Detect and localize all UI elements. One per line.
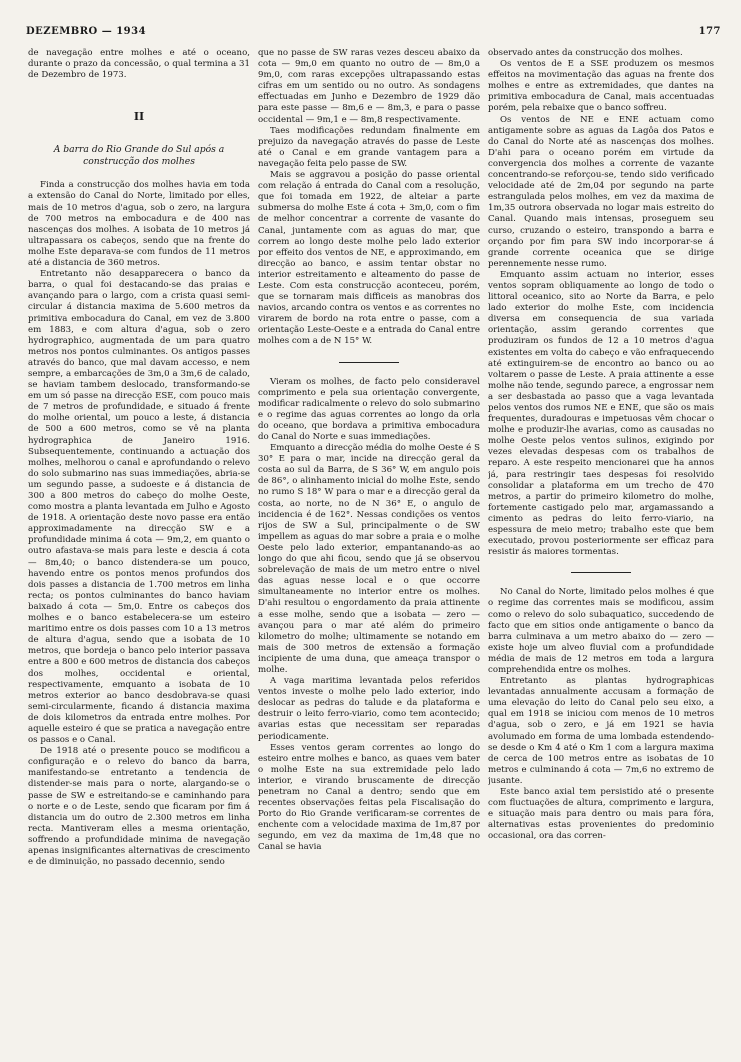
text-column-3 — [488, 48, 714, 1050]
paragraph: observado antes da construcção dos molhes. — [488, 48, 683, 58]
text-column-1 — [28, 48, 250, 1050]
paragraph: Entretanto não desapparecera o banco da barra, o qual foi destacando-se das praias e avançando para o largo, com a crista quasi semi-circular á distancia maxima de 5.600 metros da primitiva embocadura do Canal, em vez de 3.800 em 1883, e com altura d'agua, sob o zero hydrographico, augmentada de um para quatro metros nos pontos culminantes. Os antigos passes através do banco, que mal davam accesso, e nem sempre, a embarcações de 3m,0 a 3m,6 de calado, se haviam tambem deslocado, transformando-se em um só passe na direcção ESE, com pouco mais de 7 metros de profundidade, e situado á frente do molhe oriental, um pouco a leste, á distancia de 500 a 600 metros, como se vê na planta hydrographica de Janeiro 1916. Subsequentemente, continuando a actuação dos molhes, melhorou o canal e aprofundando o relevo do solo submarino nas suas immediações, abria-se um segundo passe, a sudoeste e á distancia de 300 a 800 metros do cabeço do molhe Oeste, como mostra a planta levantada em Julho e Agosto de 1918. A orientação deste novo passe era então approximadamente na direcção SW e a profundidade minima á cota — 9m,2, em quanto o outro afastava-se mais para leste e descia á cota — 8m,40; o banco distendera-se um pouco, havendo entre os pontos menos profundos dos dois passes a distancia de 1.700 metros em linha recta; os pontos culminantes do banco haviam baixado á cota — 5m,0. Entre os cabeços dos molhes e o banco estabelecera-se um esteiro maritimo entre os dois passes com 10 a 13 metros de altura d'agua, sendo que a isobata de 10 metros, que bordeja o banco pelo interior passava entre a 800 e 600 metros de distancia dos cabeços dos molhes, occidental e oriental, respectivamente, emquanto a isobata de 10 metros exterior ao banco desdobrava-se quasi semi-circularmente, ficando á distancia maxima de dois kilometros da entrada entre molhes. Por aquelle esteiro é que se pratica a navegação entre os passos e o Canal. — [28, 269, 250, 746]
paragraph: Entretanto as plantas hydrographicas levantadas annualmente accusam a formação de uma elevação do leito do Canal pelo seu eixo, a qual em 1918 se iniciou com menos de 10 metros d'agua, sob o zero, e já em 1921 se havia avolumado em forma de uma lombada estendendo-se desde o Km 4 até o Km 1 com a largura maxima de cerca de 100 metros entre as isobatas de 10 metros e culminando á cota — 7m,6 no extremo de jusante. — [488, 676, 714, 786]
paragraph: Emquanto assim actuam no interior, esses ventos sopram obliquamente ao longo de todo o littoral oceanico, sito ao Norte da Barra, e pelo lado exterior do molhe Este, com incidencia diversa em consequencia de sua variada orientação, assim gerando correntes que produziram os fundos de 12 a 10 metros d'agua existentes em volta do cabeço e vão enfraquecendo até extinguirem-se de encontro ao banco ou ao voltarem o passe de Leste. A praia attinente a esse molhe não tende, segundo parece, a engrossar nem a ser desbastada ao passo que a vaga levantada pelos ventos dos rumos NE e ENE, que são os mais frequentes, duradouras e impetuosas vêm chocar o molhe e produzir-lhe avarias, como as causadas no molhe Oeste pelos ventos sulinos, exigindo por vezes elevadas despesas com os trabalhos de reparo. A este respeito mencionarei que ha annos já, para restringir taes despesas foi resolvido consolidar a plataforma em um trecho de 470 metros, a partir do primeiro kilometro do molhe, fortemente castigado pelo mar, argamassando a cimento as pedras do leito ferro-viario, na espessura de meio metro; trabalho este que bem executado, provou posteriormente ser efficaz para resistir ás maiores tormentas. — [488, 269, 714, 558]
paragraph: No Canal do Norte, limitado pelos molhes é que o regime das correntes mais se modificou, assim como o relevo do solo subaquatico, succedendo de facto que em sitios onde antigamente o banco da barra culminava a um metro abaixo do — zero — existe hoje um alveo fluvial com a profundidade média de mais de 12 metros em toda a largura comprehendida entre os molhes. — [488, 587, 714, 675]
section-divider — [339, 362, 399, 363]
header-date: DEZEMBRO — 1934 — [26, 26, 147, 37]
paragraph: de navegação entre molhes e até o oceano, durante o prazo da concessão, o qual termina a 31 de Dezembro de 1973. — [28, 48, 250, 81]
page-number: 177 — [698, 26, 721, 37]
paragraph: A vaga maritima levantada pelos referidos ventos investe o molhe pelo lado exterior, indo deslocar as pedras do talude e da plataforma e destruir o leito ferro-viario, como tem acontecido; avarias estas que necessitam ser reparadas periodicamente. — [258, 676, 480, 742]
paragraph: que no passe de SW raras vezes desceu abaixo da cota — 9m,0 em quanto no outro de — 8m,0 a 9m,0, com raras excepções ultrapassando estas cifras em um sentido ou no outro. As sondagens effectuadas em Junho e Dezembro de 1929 dão para este passe — 8m,6 e — 8m,3, e para o passe occidental — 9m,1 e — 8m,8 respectivamente. — [258, 48, 480, 125]
paragraph: Emquanto a direcção média do molhe Oeste é S 30° E para o mar, incide na direcção geral da costa ao sul da Barra, de S 36° W, em angulo pois de 86°, o alinhamento inicial do molhe Este, sendo no rumo S 18° W para o mar e a direcção geral da costa, ao norte, no de N 36° E, o angulo de incidencia é de 162°. Nessas condições os ventos rijos de SW a Sul, principalmente o de SW impellem as aguas do mar sobre a praia e o molhe Oeste pelo lado exterior, empantanando-as ao longo do que ahi ficou, sendo que já se observou sobrelevação de mais de um metro entre o nivel das aguas nesse local e o que occorre simultaneamente no interior entre os molhes. D'ahi resultou o engordamento da praia attinente a esse molhe, sendo que a isobata — zero — avançou para o mar até além do primeiro kilometro do molhe; ultimamente se notando em mais de 300 metros de extensão a formação incipiente de uma duna, que ameaça transpor o molhe. — [258, 443, 480, 675]
paragraph: Taes modificações redundam finalmente em prejuizo da navegação através do passe de Leste até o Canal e em grande vantagem para a navegação feita pelo passe de SW. — [258, 125, 480, 169]
paragraph: Esses ventos geram correntes ao longo do esteiro entre molhes e banco, as quaes vem bater o molhe Este na sua extremidade pelo lado interior, e virando bruscamente de direcção penetram no Canal a dentro; sendo que em recentes observações feitas pela Fiscalisação do Porto do Rio Grande verificaram-se correntes de enchente com a velocidade maxima de 1m,87 por segundo, em vez da maxima de 1m,48 que no Canal se havia — [258, 742, 480, 853]
section-number: II — [133, 110, 145, 124]
paragraph: Os ventos de E a SSE produzem os mesmos effeitos na movimentação das aguas na frente dos molhes e entre as extremidades, que dantes na primitiva embocadura de Canal, mais accentuadas porém, pela rebaixe que o banco soffreu. — [488, 59, 714, 114]
section-title: A barra do Rio Grande do Sul após a construcção dos molhes — [53, 144, 225, 168]
section-divider — [571, 572, 631, 573]
paragraph: Vieram os molhes, de facto pelo consideravel comprimento e pela sua orientação convergente, modificar radicalmente o relevo do solo submarino e o regime das aguas correntes ao longo da orla do oceano, que bordava a primitiva embocadura do Canal do Norte e suas immediações. — [258, 376, 480, 442]
paragraph: Mais se aggravou a posição do passe oriental com relação á entrada do Canal com a resolução, que foi tomada em 1922, de alteiar a parte submersa do molhe Este á cota + 3m,0, com o fim de melhor concentrar a corrente de vasante do Canal, juntamente com as aguas do mar, que correm ao longo deste molhe pelo lado exterior por effeito dos ventos de NE, e approximando, em direcção ao banco, e assim tentar obstar no interior estreitamento e alteamento do passe de Leste. Com esta construcção aconteceu, porém, que se tornaram mais difficeis as manobras dos navios, arcando contra os ventos e as correntes no virarem de bordo na rota entre o passe, com a orientação Leste-Oeste e a entrada do Canal entre molhes com a de N 15° W. — [258, 170, 480, 347]
paragraph: Finda a construcção dos molhes havia em toda a extensão do Canal do Norte, limitado por elles, mais de 10 metros d'agua, sob o zero, na largura de 700 metros na embocadura e de 400 nas nascenças dos molhes. A isobata de 10 metros já ultrapassara os cabeços, sendo que na frente do molhe Este deparava-se com fundos de 11 metros até a distancia de 360 metros. — [28, 180, 250, 269]
paragraph: Os ventos de NE e ENE actuam como antigamente sobre as aguas da Lagôa dos Patos e do Canal do Norte até as nascenças dos molhes. D'ahi para o oceano porém em virtude da convergencia dos molhes a corrente de vazante concentrando-se reforçou-se, tendo sido verificado velocidade até de 2m,04 por segundo na parte estrangulada pelos molhes, em vez da maxima de 1m,35 outrora observada no logar mais estreito do Canal. Quando mais intensas, proseguem seu curso, cruzando o esteiro, transpondo a barra e orçando por fim para SW indo incorporar-se á grande corrente oceanica que se dirige perennemente nesse rumo. — [488, 114, 714, 269]
text-column-2 — [258, 48, 480, 1050]
paragraph: Este banco axial tem persistido até o presente com fluctuações de altura, comprimento e largura, e situação mais para dentro ou mais para fóra, alternativas estas provenientes do predominio occasional, ora das corren- — [488, 787, 714, 842]
running-header — [26, 26, 721, 44]
paragraph: De 1918 até o presente pouco se modificou a configuração e o relevo do banco da barra, manifestando-se entretanto a tendencia de distender-se mais para o norte, alargando-se o passe de SW e estreitando-se e caminhando para o norte e o de Leste, sendo que ficaram por fim á distancia um do outro de 2.300 metros em linha recta. Mantiveram elles a mesma orientação, soffrendo a profundidade minima de navegação apenas insignificantes alternativas de crescimento e de diminuição, no passado decennio, sendo — [28, 746, 250, 868]
